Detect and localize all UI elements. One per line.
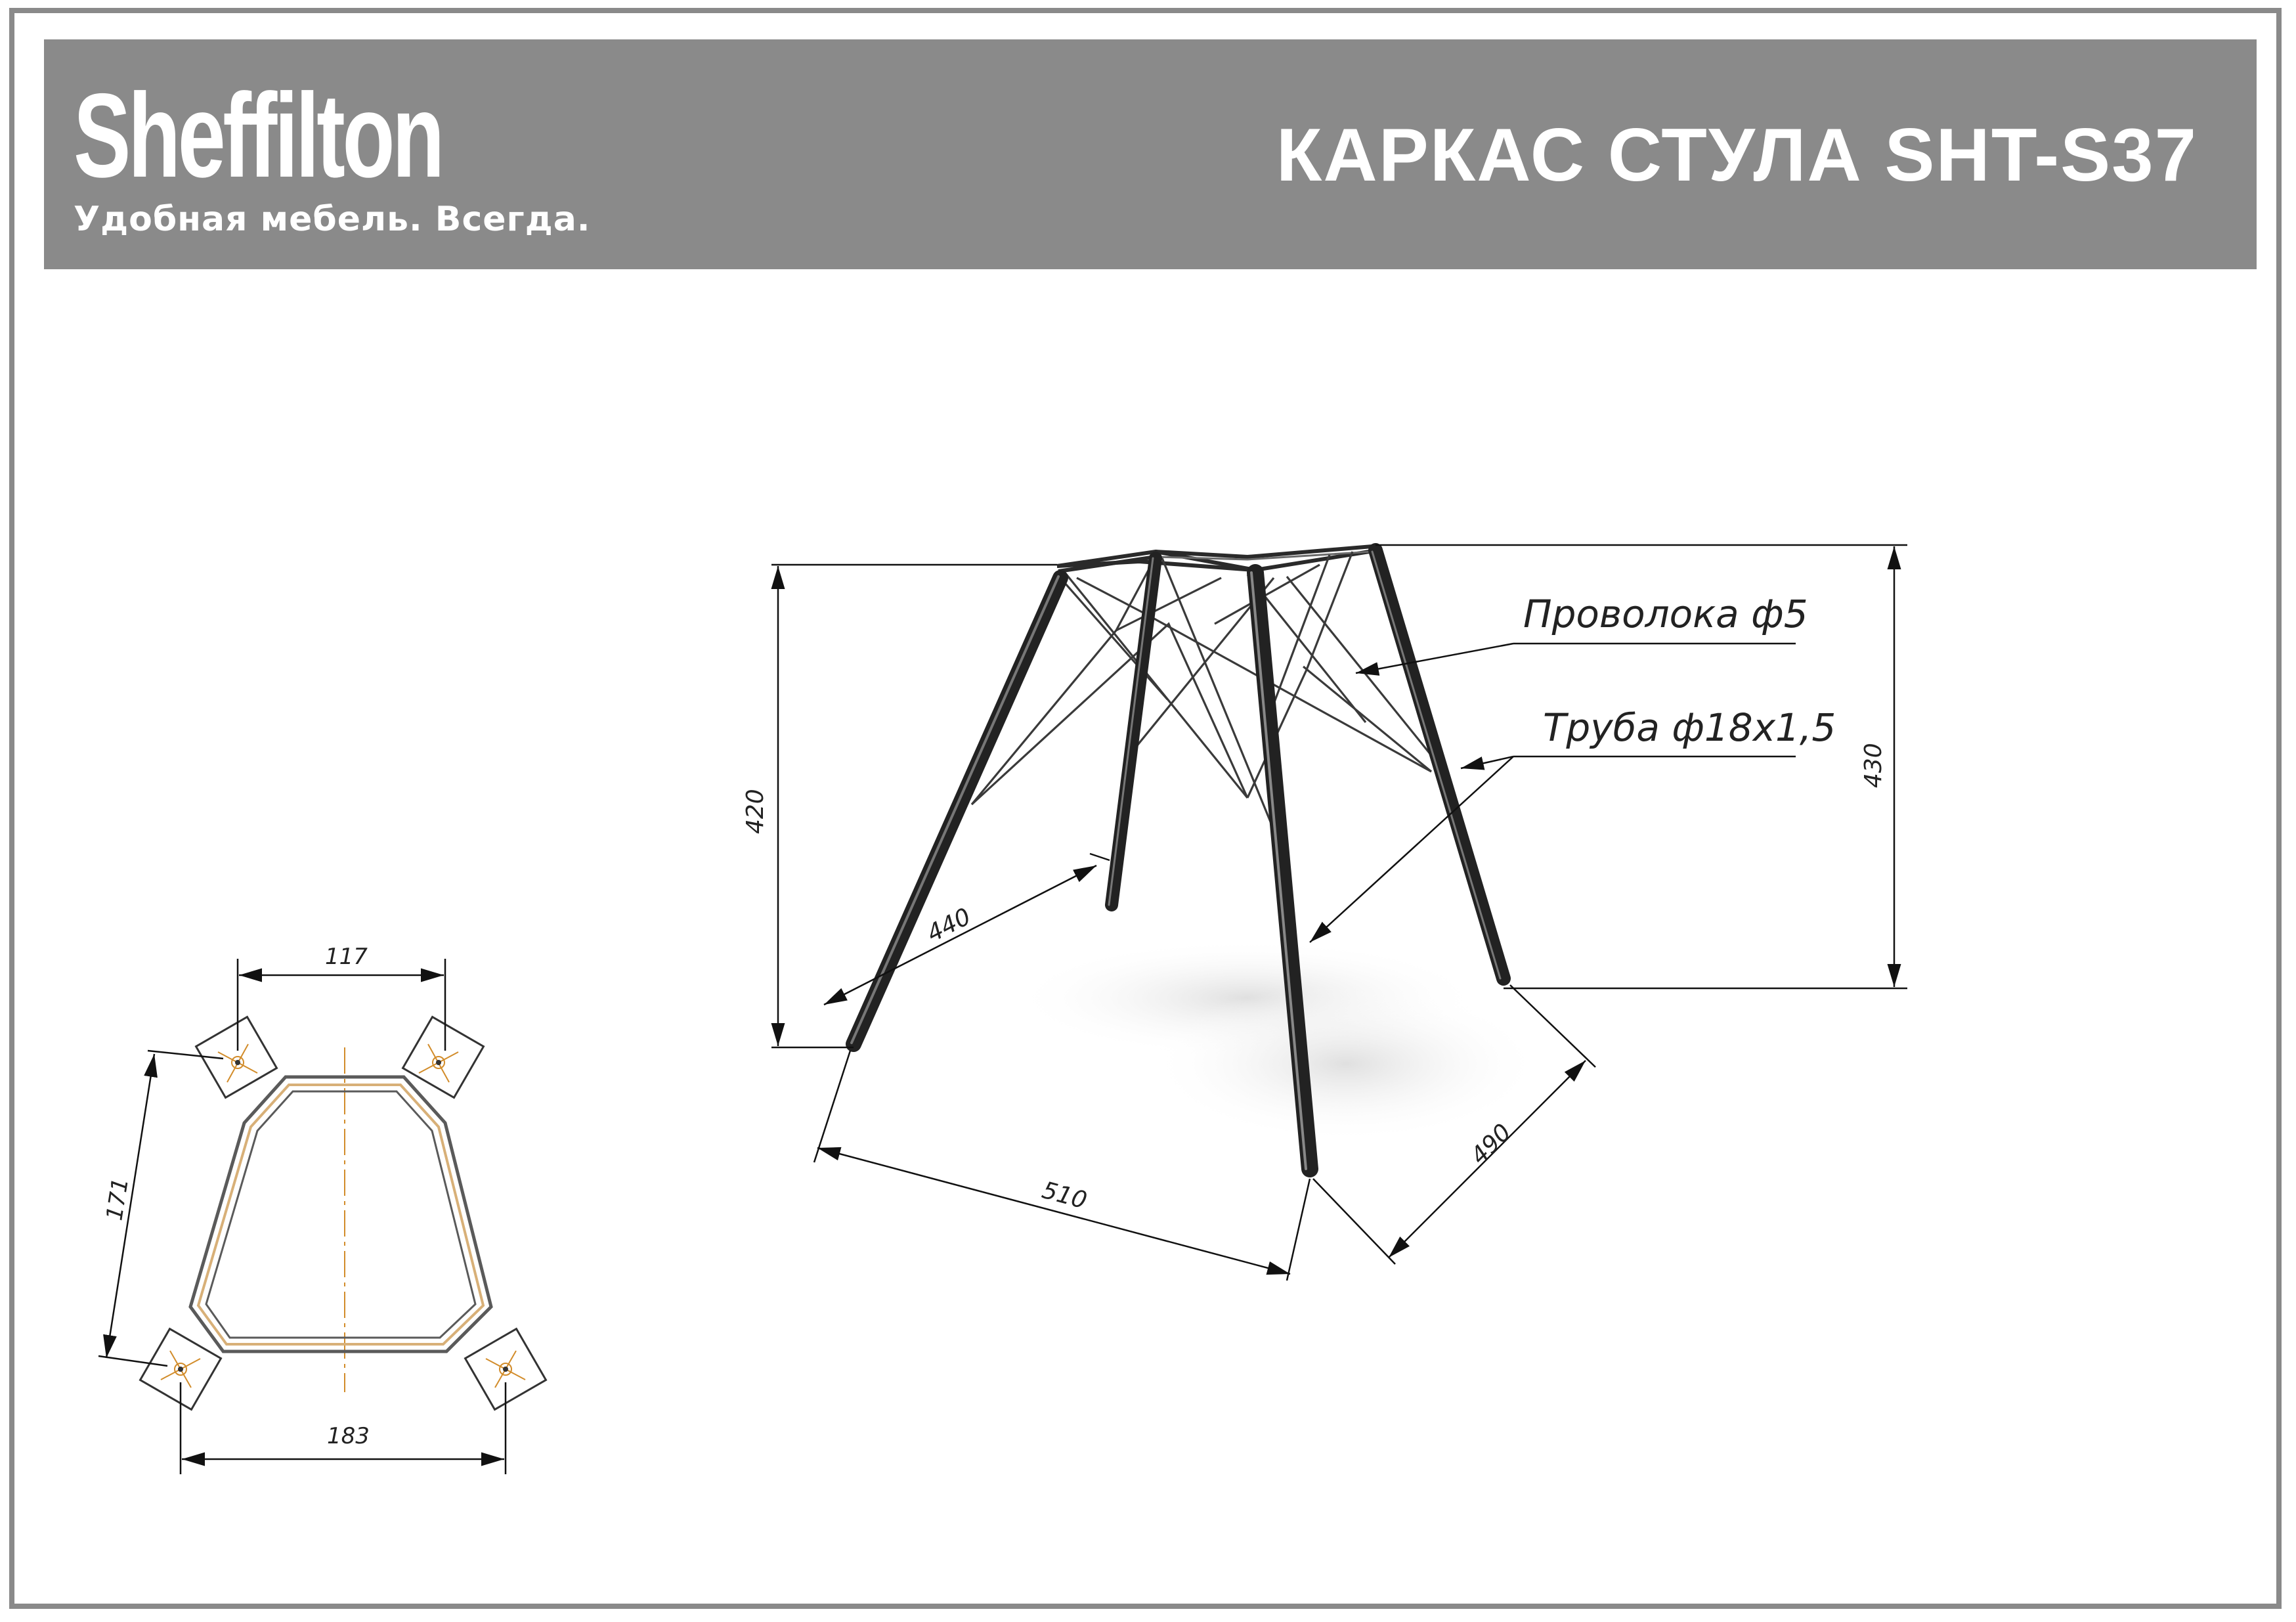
- mounting-plate-view: [98, 944, 546, 1474]
- product-title: КАРКАС СТУЛА SHT-S37: [1276, 114, 2198, 197]
- chair-frame-view: [852, 546, 1543, 1169]
- frame-dimension-lines: [771, 545, 1907, 1281]
- dim-height-rear: 430: [1860, 743, 1887, 788]
- brand-tagline: Удобная мебель. Всегда.: [74, 200, 591, 239]
- dim-plate-bottom-width: 183: [327, 1423, 370, 1449]
- dim-plate-top-width: 117: [325, 944, 368, 970]
- wire-callout-label: Проволока ф5: [1523, 592, 1808, 636]
- dim-width-side: 490: [1465, 1118, 1517, 1170]
- seat-rim: [1057, 546, 1377, 579]
- tube-callout-label: Труба ф18х1,5: [1543, 705, 1836, 750]
- brand-logo: Sheffilton: [74, 68, 442, 202]
- leg-rear-right: [1375, 550, 1504, 978]
- wire-braces: [972, 552, 1444, 854]
- dim-plate-side-length: 171: [101, 1176, 135, 1223]
- dim-height-front: 420: [742, 789, 769, 834]
- dim-width-front: 510: [1039, 1177, 1090, 1215]
- floor-shadow: [1149, 985, 1543, 1143]
- callout-leaders: [1310, 644, 1796, 942]
- corner-pad: [403, 1017, 484, 1098]
- dim-depth-diagonal: 440: [922, 903, 976, 948]
